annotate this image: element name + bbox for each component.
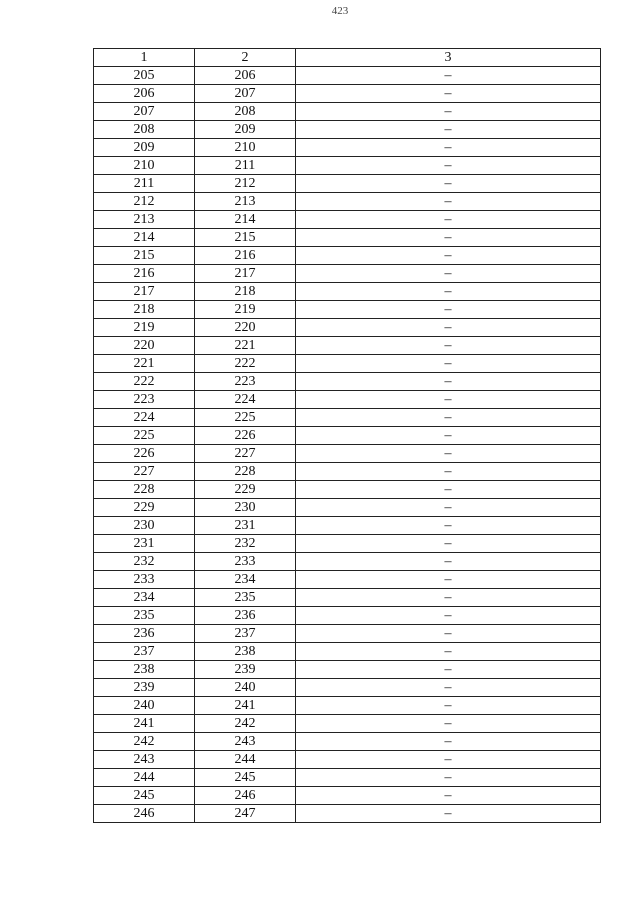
table-cell-col-3: –	[296, 193, 601, 211]
table-cell-col-3: –	[296, 499, 601, 517]
table-cell-col-2: 217	[195, 265, 296, 283]
table-row	[94, 661, 601, 679]
table-body	[94, 67, 601, 823]
table-cell-col-2: 243	[195, 733, 296, 751]
table-row	[94, 301, 601, 319]
header-cell-3: 3	[296, 49, 601, 67]
table-cell-col-3: –	[296, 715, 601, 733]
table-row	[94, 355, 601, 373]
table-row	[94, 499, 601, 517]
table-cell-col-2: 223	[195, 373, 296, 391]
table-cell-col-1: 212	[94, 193, 195, 211]
table-cell-col-3: –	[296, 643, 601, 661]
table-cell-col-3: –	[296, 337, 601, 355]
table-cell-col-2: 229	[195, 481, 296, 499]
table-cell-col-2: 221	[195, 337, 296, 355]
table-cell-col-1: 238	[94, 661, 195, 679]
table-cell-col-1: 227	[94, 463, 195, 481]
table-cell-col-3: –	[296, 391, 601, 409]
table-cell-col-3: –	[296, 787, 601, 805]
table-cell-col-3: –	[296, 85, 601, 103]
table-cell-col-3: –	[296, 607, 601, 625]
table-row	[94, 463, 601, 481]
table-cell-col-3: –	[296, 319, 601, 337]
table-cell-col-2: 218	[195, 283, 296, 301]
table-cell-col-2: 235	[195, 589, 296, 607]
table-cell-col-2: 219	[195, 301, 296, 319]
header-row	[94, 49, 601, 67]
table-cell-col-2: 238	[195, 643, 296, 661]
table-cell-col-1: 209	[94, 139, 195, 157]
table-cell-col-3: –	[296, 247, 601, 265]
table-cell-col-2: 241	[195, 697, 296, 715]
table-cell-col-1: 207	[94, 103, 195, 121]
table-cell-col-2: 206	[195, 67, 296, 85]
table-cell-col-3: –	[296, 283, 601, 301]
table-cell-col-1: 219	[94, 319, 195, 337]
table-row	[94, 751, 601, 769]
table-cell-col-1: 205	[94, 67, 195, 85]
table-row	[94, 409, 601, 427]
table-cell-col-1: 245	[94, 787, 195, 805]
table-cell-col-2: 234	[195, 571, 296, 589]
table-cell-col-1: 210	[94, 157, 195, 175]
table-cell-col-2: 224	[195, 391, 296, 409]
table-cell-col-2: 237	[195, 625, 296, 643]
table-row	[94, 373, 601, 391]
table-cell-col-1: 225	[94, 427, 195, 445]
table-cell-col-3: –	[296, 157, 601, 175]
table-cell-col-3: –	[296, 481, 601, 499]
table-cell-col-2: 207	[195, 85, 296, 103]
table-cell-col-1: 211	[94, 175, 195, 193]
table-row	[94, 427, 601, 445]
table-row	[94, 607, 601, 625]
table-cell-col-2: 209	[195, 121, 296, 139]
table-cell-col-3: –	[296, 805, 601, 823]
table-cell-col-1: 214	[94, 229, 195, 247]
table-cell-col-1: 236	[94, 625, 195, 643]
data-table	[93, 48, 601, 823]
table-row	[94, 319, 601, 337]
table-cell-col-3: –	[296, 463, 601, 481]
table-row	[94, 139, 601, 157]
table-cell-col-1: 233	[94, 571, 195, 589]
table-cell-col-2: 213	[195, 193, 296, 211]
table-cell-col-2: 228	[195, 463, 296, 481]
table-row	[94, 733, 601, 751]
table-cell-col-1: 234	[94, 589, 195, 607]
table-row	[94, 697, 601, 715]
table-cell-col-2: 239	[195, 661, 296, 679]
table-cell-col-3: –	[296, 445, 601, 463]
table-cell-col-1: 246	[94, 805, 195, 823]
table-cell-col-3: –	[296, 697, 601, 715]
table-cell-col-3: –	[296, 139, 601, 157]
table-cell-col-2: 222	[195, 355, 296, 373]
table-cell-col-1: 221	[94, 355, 195, 373]
table-row	[94, 193, 601, 211]
table-cell-col-3: –	[296, 265, 601, 283]
table-cell-col-1: 218	[94, 301, 195, 319]
table-cell-col-1: 232	[94, 553, 195, 571]
header-cell-2: 2	[195, 49, 296, 67]
table-row	[94, 715, 601, 733]
table-cell-col-2: 242	[195, 715, 296, 733]
table-row	[94, 157, 601, 175]
table-cell-col-1: 224	[94, 409, 195, 427]
table-cell-col-2: 232	[195, 535, 296, 553]
table-cell-col-2: 215	[195, 229, 296, 247]
table-cell-col-3: –	[296, 733, 601, 751]
table-cell-col-3: –	[296, 409, 601, 427]
table-cell-col-1: 244	[94, 769, 195, 787]
table-row	[94, 679, 601, 697]
table-row	[94, 625, 601, 643]
table-row	[94, 85, 601, 103]
table-cell-col-1: 241	[94, 715, 195, 733]
table-cell-col-1: 222	[94, 373, 195, 391]
table-cell-col-3: –	[296, 625, 601, 643]
table-cell-col-1: 226	[94, 445, 195, 463]
table-cell-col-3: –	[296, 661, 601, 679]
header-cell-1: 1	[94, 49, 195, 67]
table-cell-col-3: –	[296, 517, 601, 535]
table-cell-col-2: 240	[195, 679, 296, 697]
table-cell-col-3: –	[296, 175, 601, 193]
table-cell-col-3: –	[296, 301, 601, 319]
table-cell-col-2: 211	[195, 157, 296, 175]
table-row	[94, 787, 601, 805]
table-cell-col-2: 236	[195, 607, 296, 625]
table-row	[94, 643, 601, 661]
table-row	[94, 805, 601, 823]
table-cell-col-2: 227	[195, 445, 296, 463]
table-cell-col-1: 231	[94, 535, 195, 553]
table-cell-col-3: –	[296, 229, 601, 247]
table-row	[94, 337, 601, 355]
table-cell-col-2: 210	[195, 139, 296, 157]
table-cell-col-1: 228	[94, 481, 195, 499]
table-cell-col-1: 240	[94, 697, 195, 715]
table-cell-col-2: 225	[195, 409, 296, 427]
table-cell-col-1: 213	[94, 211, 195, 229]
table-cell-col-3: –	[296, 67, 601, 85]
table-cell-col-1: 230	[94, 517, 195, 535]
table-cell-col-1: 215	[94, 247, 195, 265]
table-cell-col-2: 220	[195, 319, 296, 337]
table-header	[94, 49, 601, 67]
table-cell-col-1: 243	[94, 751, 195, 769]
table-row	[94, 571, 601, 589]
table-cell-col-3: –	[296, 769, 601, 787]
table-row	[94, 247, 601, 265]
table-row	[94, 67, 601, 85]
table-cell-col-2: 226	[195, 427, 296, 445]
table-row	[94, 175, 601, 193]
table-cell-col-2: 214	[195, 211, 296, 229]
table-row	[94, 283, 601, 301]
table-cell-col-3: –	[296, 553, 601, 571]
table-cell-col-1: 223	[94, 391, 195, 409]
table-cell-col-3: –	[296, 427, 601, 445]
table-row	[94, 481, 601, 499]
table-row	[94, 769, 601, 787]
table-row	[94, 589, 601, 607]
table-cell-col-1: 217	[94, 283, 195, 301]
page-number: 423	[331, 5, 349, 17]
table-cell-col-3: –	[296, 535, 601, 553]
table-cell-col-3: –	[296, 211, 601, 229]
table-cell-col-2: 244	[195, 751, 296, 769]
table-row	[94, 103, 601, 121]
table-cell-col-1: 206	[94, 85, 195, 103]
table-cell-col-2: 216	[195, 247, 296, 265]
table-cell-col-1: 229	[94, 499, 195, 517]
table-cell-col-2: 233	[195, 553, 296, 571]
table-cell-col-1: 242	[94, 733, 195, 751]
table-cell-col-2: 245	[195, 769, 296, 787]
table-row	[94, 535, 601, 553]
table-cell-col-2: 208	[195, 103, 296, 121]
table-row	[94, 445, 601, 463]
table-row	[94, 265, 601, 283]
table-cell-col-2: 230	[195, 499, 296, 517]
table-row	[94, 211, 601, 229]
table-row	[94, 517, 601, 535]
table-cell-col-2: 246	[195, 787, 296, 805]
table-row	[94, 229, 601, 247]
table-cell-col-1: 208	[94, 121, 195, 139]
table-cell-col-1: 220	[94, 337, 195, 355]
table-cell-col-2: 231	[195, 517, 296, 535]
table-cell-col-1: 235	[94, 607, 195, 625]
table-cell-col-2: 247	[195, 805, 296, 823]
table-cell-col-3: –	[296, 373, 601, 391]
table-cell-col-1: 239	[94, 679, 195, 697]
table-cell-col-2: 212	[195, 175, 296, 193]
table-cell-col-3: –	[296, 355, 601, 373]
table-row	[94, 121, 601, 139]
table-cell-col-3: –	[296, 751, 601, 769]
table-cell-col-3: –	[296, 103, 601, 121]
table-cell-col-1: 237	[94, 643, 195, 661]
table-row	[94, 553, 601, 571]
table-row	[94, 391, 601, 409]
table-cell-col-3: –	[296, 571, 601, 589]
table-cell-col-3: –	[296, 679, 601, 697]
table-cell-col-1: 216	[94, 265, 195, 283]
table-cell-col-3: –	[296, 121, 601, 139]
table-cell-col-3: –	[296, 589, 601, 607]
